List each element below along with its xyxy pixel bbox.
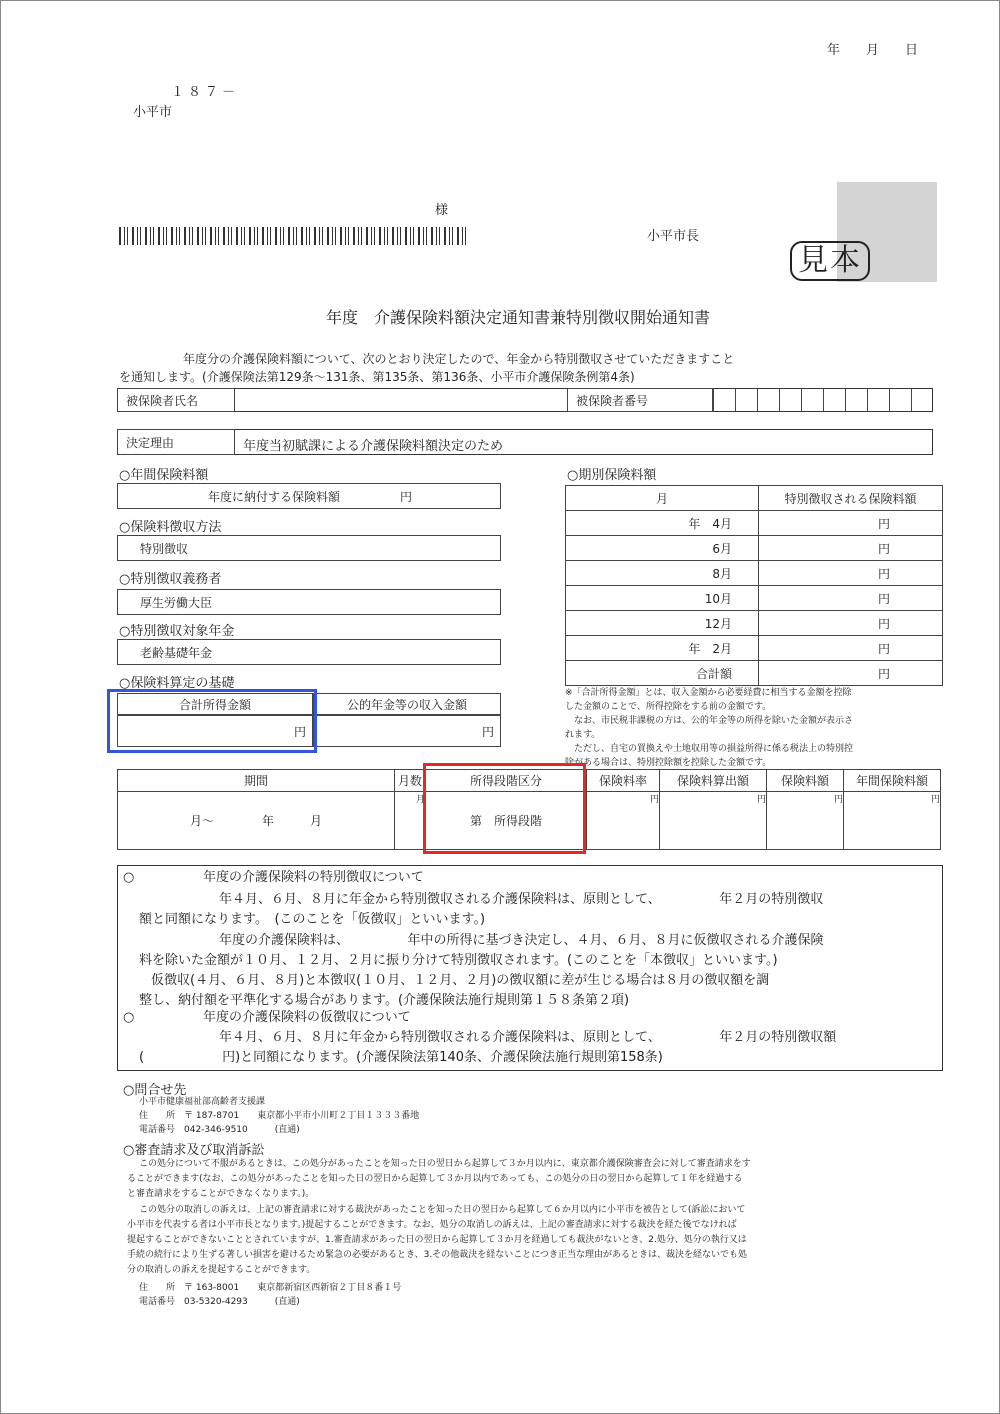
notice-mark-1: ○: [123, 870, 135, 885]
insured-number-boxes: [713, 388, 933, 412]
stage-highlight: [423, 763, 586, 854]
recipient-city: 小平市: [133, 105, 173, 120]
contact-address: 住 所 〒 187-8701 東京都小平市小川町２丁目１３３３番地: [139, 1111, 420, 1121]
notice-line-5: 仮徴収(４月、６月、８月)と本徴収(１０月、１２月、２月)の徴収額に差が生じる場合は８月の徴収額を調: [151, 973, 770, 988]
table-row: [566, 611, 943, 636]
insured-number-label: 被保険者番号: [567, 388, 713, 412]
schedule-note-3: なお、市民税非課税の方は、公的年金等の所得を除いた金額が表示さ: [565, 716, 854, 726]
method-value: 特別徴収: [117, 535, 501, 561]
schedule-yen: 円: [759, 511, 943, 536]
schedule-total-yen: 円: [759, 661, 943, 686]
pension-heading: ○特別徴収対象年金: [119, 624, 235, 639]
schedule-note-1: ※「合計所得金額」とは、収入金額から必要経費に相当する金額を控除: [565, 688, 852, 698]
schedule-yen: 円: [759, 611, 943, 636]
intro-line-1: 年度分の介護保険料額について、次のとおり決定したので、年金から特別徴収させていただきますこと: [183, 352, 735, 366]
calc-header: 保険料算出額: [660, 770, 767, 792]
notice-line-7: 年４月、６月、８月に年金から特別徴収される介護保険料は、原則として、 年２月の特別徴収額: [219, 1030, 837, 1045]
reason-label: 決定理由: [117, 429, 235, 455]
table-row: [566, 536, 943, 561]
notice-heading-1: 年度の介護保険料の特別徴収について: [203, 870, 424, 885]
schedule-month: 6月: [566, 536, 759, 561]
schedule-col-month: 月: [566, 486, 759, 511]
intro-line-2: を通知します。(介護保険法第129条～131条、第135条、第136条、小平市介護保険条例第4条): [119, 370, 635, 384]
issue-date: 年 月 日: [827, 43, 919, 58]
appeal-line-4: この処分の取消しの訴えは、上記の審査請求に対する裁決があったことを知った日の翌日から起算して６か月以内に小平市を被告として(訴訟において: [139, 1205, 746, 1215]
appeal-line-3: と審査請求をすることができなくなります。)。: [127, 1189, 315, 1199]
pension-income-label: 公的年金等の収入金額: [313, 693, 501, 715]
premium-value: 円: [767, 792, 844, 850]
notice-heading-2: 年度の介護保険料の仮徴収について: [203, 1010, 411, 1025]
notice-line-3: 年度の介護保険料は、 年中の所得に基づき決定し、４月、６月、８月に仮徴収される介護保険: [219, 933, 824, 948]
schedule-month: 8月: [566, 561, 759, 586]
income-label: 合計所得金額: [117, 693, 313, 715]
schedule-month: 12月: [566, 611, 759, 636]
schedule-note-2: した金額のことで、所得控除をする前の金額です。: [565, 702, 772, 712]
annual-header: 年間保険料額: [844, 770, 941, 792]
obligor-value: 厚生労働大臣: [117, 589, 501, 615]
method-heading: ○保険料徴収方法: [119, 520, 222, 535]
annual-value-cell: 円: [844, 792, 941, 850]
premium-header: 保険料額: [767, 770, 844, 792]
basis-heading: ○保険料算定の基礎: [119, 676, 235, 691]
appeal-line-7: 手続の続行により生ずる著しい損害を避けるため緊急の必要があるとき、3.その他裁決を経ないことにつき正当な理由があるときは、裁決を経ないでも処: [127, 1250, 748, 1260]
honorific: 様: [435, 203, 449, 218]
schedule-yen: 円: [759, 536, 943, 561]
appeal-phone: 電話番号 03-5320-4293 (直通): [139, 1297, 300, 1307]
appeal-line-8: 分の取消しの訴えを提起することができます。: [127, 1265, 316, 1275]
insured-name-label: 被保険者氏名: [117, 388, 235, 412]
schedule-heading: ○期別保険料額: [567, 468, 657, 483]
table-row: [566, 511, 943, 536]
pension-income-value: 円: [313, 715, 501, 747]
reason-row: [117, 429, 933, 455]
schedule-table: [565, 485, 943, 686]
schedule-yen: 円: [759, 586, 943, 611]
appeal-line-1: この処分について不服があるときは、この処分があったことを知った日の翌日から起算して３か月以内に、東京都介護保険審査会に対して審査請求をす: [139, 1159, 751, 1169]
table-row: [566, 586, 943, 611]
schedule-yen: 円: [759, 636, 943, 661]
schedule-total-label: 合計額: [566, 661, 759, 686]
appeal-address: 住 所 〒 163-8001 東京都新宿区西新宿２丁目８番１号: [139, 1283, 402, 1293]
calc-value: 円: [660, 792, 767, 850]
schedule-month: 年 4月: [566, 511, 759, 536]
postal-barcode: [119, 227, 469, 245]
issuer-mayor: 小平市長: [647, 229, 700, 244]
contact-phone: 電話番号 042-346-9510 (直通): [139, 1125, 300, 1135]
reason-value: 年度当初賦課による介護保険料額決定のため: [243, 439, 504, 454]
pension-value: 老齢基礎年金: [117, 639, 501, 665]
income-highlight: [107, 689, 317, 753]
schedule-col-amount: 特別徴収される保険料額: [759, 486, 943, 511]
appeal-line-5: 小平市を代表する者は小平市長となります。)提起することができます。なお、処分の取消しの訴えは、上記の審査請求に対する裁決を経た後でなければ: [127, 1220, 737, 1230]
contact-dept: 小平市健康福祉部高齢者支援課: [139, 1097, 266, 1107]
rate-header: 保険料率: [587, 770, 660, 792]
table-row: [566, 661, 943, 686]
stage-value: 第 所得段階: [426, 792, 587, 850]
months-header: 月数: [395, 770, 426, 792]
period-header: 期間: [118, 770, 395, 792]
schedule-note-5: ただし、自宅の買換えや土地収用等の損益所得に係る税法上の特別控: [565, 744, 854, 754]
notice-line-6: 整し、納付額を平準化する場合があります。(介護保険法施行規則第１５８条第２項): [139, 993, 630, 1008]
table-row: [566, 561, 943, 586]
schedule-month: 10月: [566, 586, 759, 611]
schedule-note-4: れます。: [565, 730, 601, 740]
schedule-month: 年 2月: [566, 636, 759, 661]
table-row: [566, 636, 943, 661]
notice-mark-2: ○: [123, 1010, 135, 1025]
notice-line-1: 年４月、６月、８月に年金から特別徴収される介護保険料は、原則として、 年２月の特別徴収: [219, 892, 824, 907]
income-value: 円: [117, 715, 313, 747]
contact-heading: ○問合せ先: [123, 1083, 187, 1098]
rate-value: 円: [587, 792, 660, 850]
obligor-heading: ○特別徴収義務者: [119, 572, 222, 587]
appeal-heading: ○審査請求及び取消訴訟: [123, 1143, 265, 1158]
appeal-line-2: ることができます(なお、この処分があったことを知った日の翌日から起算して３か月以内であっても、この処分の日の翌日から起算して１年を経過する: [127, 1174, 743, 1184]
annual-value: 年度に納付する保険料額 円: [117, 483, 501, 509]
schedule-note-6: 除がある場合は、特別控除額を控除した金額です。: [565, 758, 772, 768]
months-value: 月: [395, 792, 426, 850]
document-title: 年度 介護保険料額決定通知書兼特別徴収開始通知書: [326, 308, 711, 327]
schedule-yen: 円: [759, 561, 943, 586]
period-value: 月～ 年 月: [118, 792, 395, 850]
sample-stamp: 見本: [790, 241, 870, 281]
stage-header: 所得段階区分: [426, 770, 587, 792]
postal-code: １８７－: [171, 85, 240, 100]
appeal-line-6: 提起することができないこととされていますが、1.審査請求があった日の翌日から起算して３か月を経過しても裁決がないとき、2.処分、処分の執行又は: [127, 1235, 747, 1245]
notice-line-2: 額と同額になります。 (このことを「仮徴収」といいます。): [139, 912, 486, 927]
notice-line-8: ( 円)と同額になります。(介護保険法第140条、介護保険法施行規則第158条): [139, 1050, 663, 1065]
annual-heading: ○年間保険料額: [119, 468, 209, 483]
notice-line-4: 料を除いた金額が１０月、１２月、２月に振り分けて特別徴収されます。(このことを「本徴収」といいます。): [139, 953, 778, 968]
